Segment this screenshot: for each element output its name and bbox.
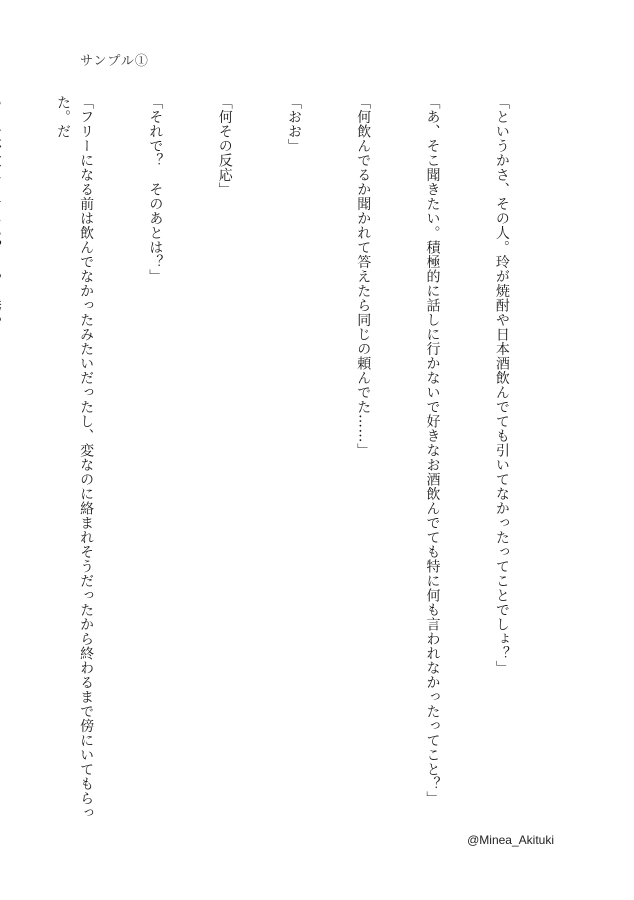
author-signature: @Minea_Akituki <box>467 833 554 847</box>
page-label: サンプル① <box>80 54 149 69</box>
text-line: 「というかさ、その人。玲が焼酎や日本酒飲んでても引いてなかったってことでしょ？」 <box>493 95 510 675</box>
text-line: 「何その反応」 <box>216 95 233 197</box>
novel-text <box>55 95 559 830</box>
text-line: 「おお」 <box>285 95 302 153</box>
text-line: 「それで？ そのあとは？」 <box>147 95 164 284</box>
text-line: 「フリーになる前は飲んでなかったみたいだったし、変なのに絡まれそうだったから終わるまで傍にいてもらった。だ <box>55 95 95 820</box>
text-line: 「何飲んでるか聞かれて答えたら同じの頼んでた……」 <box>355 95 372 458</box>
text-line: 「あ、そこ聞きたい。積極的に話しに行かないで好きなお酒飲んでても特に何も言われなかったってこと？」 <box>424 95 441 806</box>
text-line <box>0 95 5 830</box>
